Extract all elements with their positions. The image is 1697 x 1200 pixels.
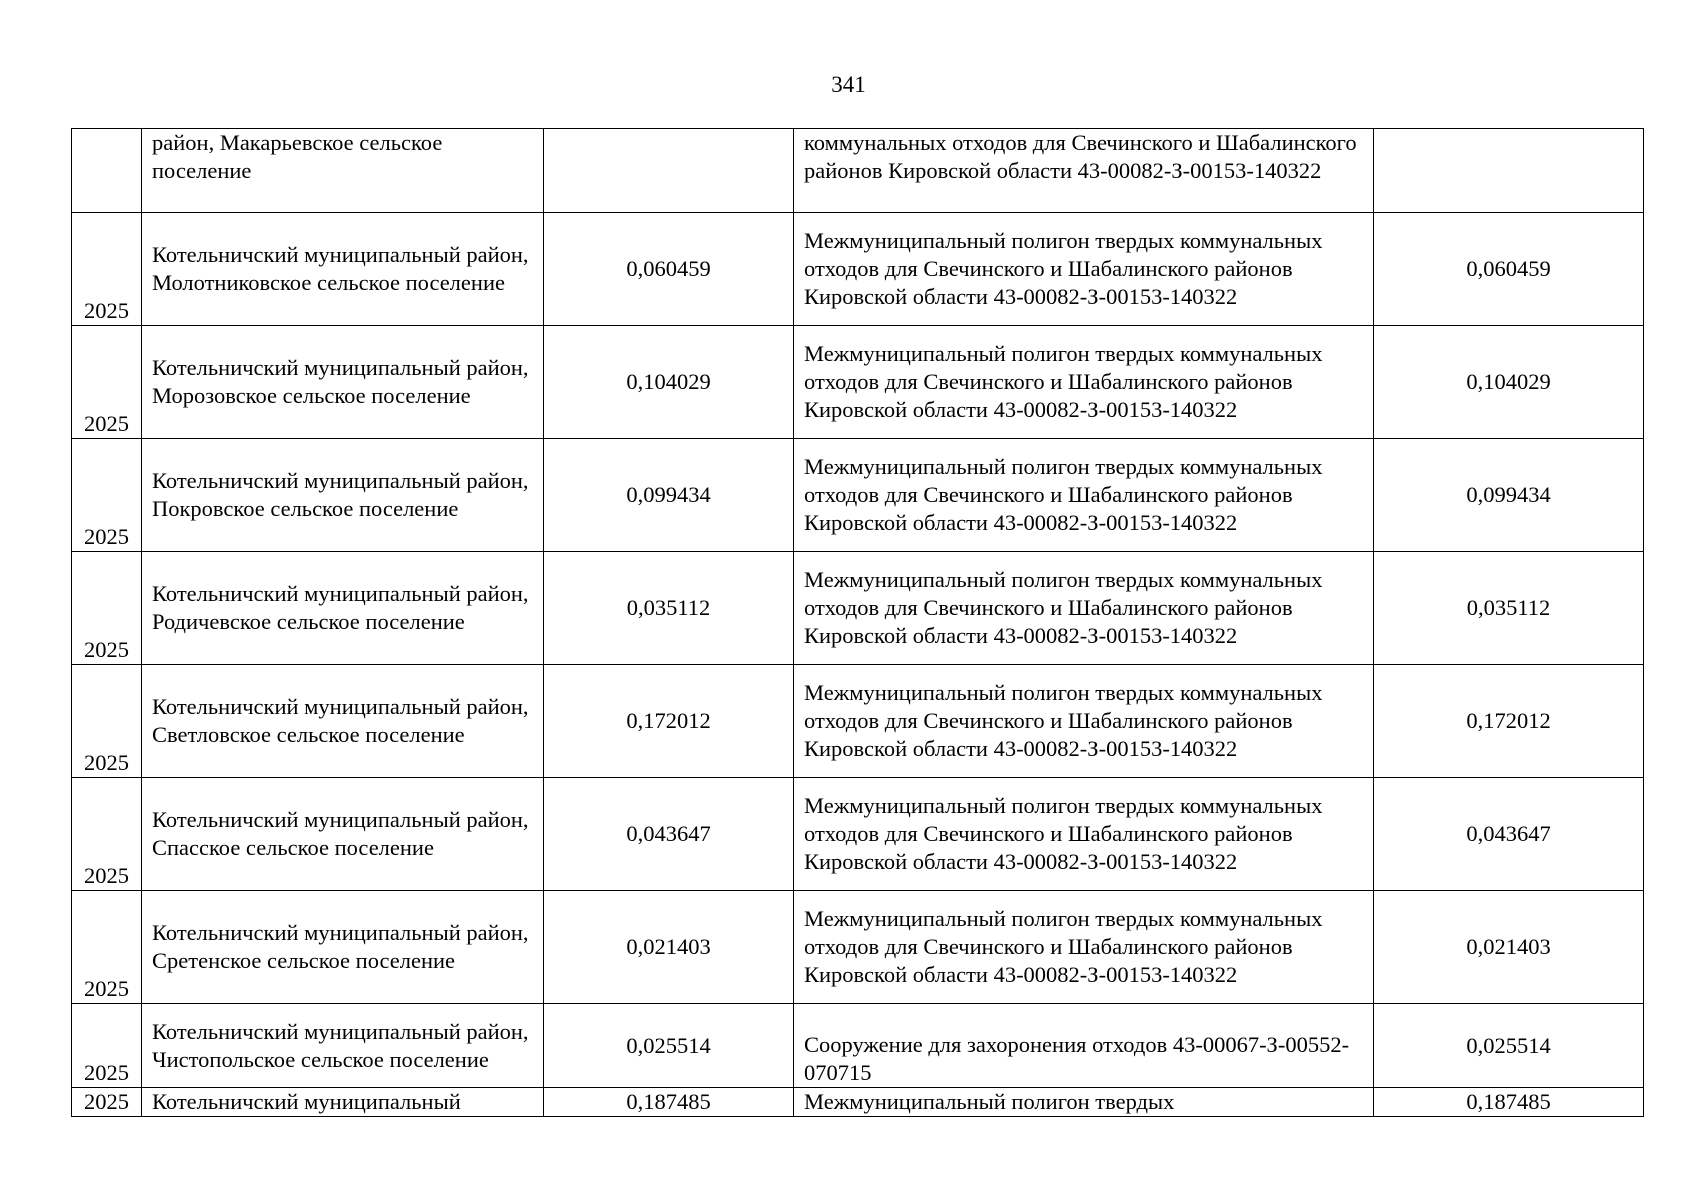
area-cell: Котельничский муниципальный район, Светловское сельское поселение bbox=[142, 665, 544, 778]
year-cell: 2025 bbox=[72, 665, 142, 778]
object-cell: Межмуниципальный полигон твердых коммунальных отходов для Свечинского и Шабалинского районов Кировской области 43-00082-З-00153-140322 bbox=[794, 439, 1374, 552]
table-row bbox=[72, 1004, 1644, 1088]
value-cell: 0,043647 bbox=[544, 778, 794, 891]
table-row bbox=[72, 213, 1644, 326]
value2-cell: 0,187485 bbox=[1374, 1088, 1644, 1117]
value2-cell: 0,035112 bbox=[1374, 552, 1644, 665]
object-cell: Межмуниципальный полигон твердых коммунальных отходов для Свечинского и Шабалинского районов Кировской области 43-00082-З-00153-140322 bbox=[794, 552, 1374, 665]
year-cell: 2025 bbox=[72, 891, 142, 1004]
year-cell: 2025 bbox=[72, 326, 142, 439]
value2-cell: 0,021403 bbox=[1374, 891, 1644, 1004]
table-row bbox=[72, 326, 1644, 439]
value2-cell: 0,172012 bbox=[1374, 665, 1644, 778]
area-cell: Котельничский муниципальный район, Спасское сельское поселение bbox=[142, 778, 544, 891]
table-row bbox=[72, 891, 1644, 1004]
page-number: 341 bbox=[831, 72, 866, 97]
object-cell: Межмуниципальный полигон твердых коммунальных отходов для Свечинского и Шабалинского районов Кировской области 43-00082-З-00153-140322 bbox=[794, 213, 1374, 326]
object-cell: Межмуниципальный полигон твердых коммунальных отходов для Свечинского и Шабалинского районов Кировской области 43-00082-З-00153-140322 bbox=[794, 665, 1374, 778]
area-cell: Котельничский муниципальный район, Сретенское сельское поселение bbox=[142, 891, 544, 1004]
value-cell: 0,025514 bbox=[544, 1004, 794, 1088]
value2-cell: 0,060459 bbox=[1374, 213, 1644, 326]
value2-cell: 0,043647 bbox=[1374, 778, 1644, 891]
value-cell: 0,021403 bbox=[544, 891, 794, 1004]
table-row bbox=[72, 778, 1644, 891]
value-cell: 0,187485 bbox=[544, 1088, 794, 1117]
area-cell: Котельничский муниципальный bbox=[142, 1088, 544, 1117]
area-cell: Котельничский муниципальный район, Молотниковское сельское поселение bbox=[142, 213, 544, 326]
table-row bbox=[72, 1088, 1644, 1117]
year-cell: 2025 bbox=[72, 1088, 142, 1117]
value-cell: 0,172012 bbox=[544, 665, 794, 778]
year-cell bbox=[72, 129, 142, 213]
value-cell: 0,060459 bbox=[544, 213, 794, 326]
area-cell: район, Макарьевское сельское поселение bbox=[142, 129, 544, 213]
value-cell: 0,104029 bbox=[544, 326, 794, 439]
table-row bbox=[72, 129, 1644, 213]
area-cell: Котельничский муниципальный район, Покровское сельское поселение bbox=[142, 439, 544, 552]
value2-cell: 0,025514 bbox=[1374, 1004, 1644, 1088]
area-cell: Котельничский муниципальный район, Чистопольское сельское поселение bbox=[142, 1004, 544, 1088]
year-cell: 2025 bbox=[72, 1004, 142, 1088]
year-cell: 2025 bbox=[72, 213, 142, 326]
data-table bbox=[71, 128, 1644, 1117]
value2-cell: 0,104029 bbox=[1374, 326, 1644, 439]
year-cell: 2025 bbox=[72, 552, 142, 665]
object-cell: Сооружение для захоронения отходов 43-00067-З-00552-070715 bbox=[794, 1004, 1374, 1088]
value-cell: 0,035112 bbox=[544, 552, 794, 665]
object-cell: Межмуниципальный полигон твердых коммунальных отходов для Свечинского и Шабалинского районов Кировской области 43-00082-З-00153-140322 bbox=[794, 326, 1374, 439]
object-cell: Межмуниципальный полигон твердых коммунальных отходов для Свечинского и Шабалинского районов Кировской области 43-00082-З-00153-140322 bbox=[794, 778, 1374, 891]
value-cell: 0,099434 bbox=[544, 439, 794, 552]
table-row bbox=[72, 552, 1644, 665]
value2-cell: 0,099434 bbox=[1374, 439, 1644, 552]
table-row bbox=[72, 439, 1644, 552]
value2-cell bbox=[1374, 129, 1644, 213]
area-cell: Котельничский муниципальный район, Морозовское сельское поселение bbox=[142, 326, 544, 439]
table-row bbox=[72, 665, 1644, 778]
area-cell: Котельничский муниципальный район, Родичевское сельское поселение bbox=[142, 552, 544, 665]
object-cell: коммунальных отходов для Свечинского и Шабалинского районов Кировской области 43-00082-З-00153-140322 bbox=[794, 129, 1374, 213]
object-cell: Межмуниципальный полигон твердых bbox=[794, 1088, 1374, 1117]
value-cell bbox=[544, 129, 794, 213]
year-cell: 2025 bbox=[72, 778, 142, 891]
year-cell: 2025 bbox=[72, 439, 142, 552]
object-cell: Межмуниципальный полигон твердых коммунальных отходов для Свечинского и Шабалинского районов Кировской области 43-00082-З-00153-140322 bbox=[794, 891, 1374, 1004]
